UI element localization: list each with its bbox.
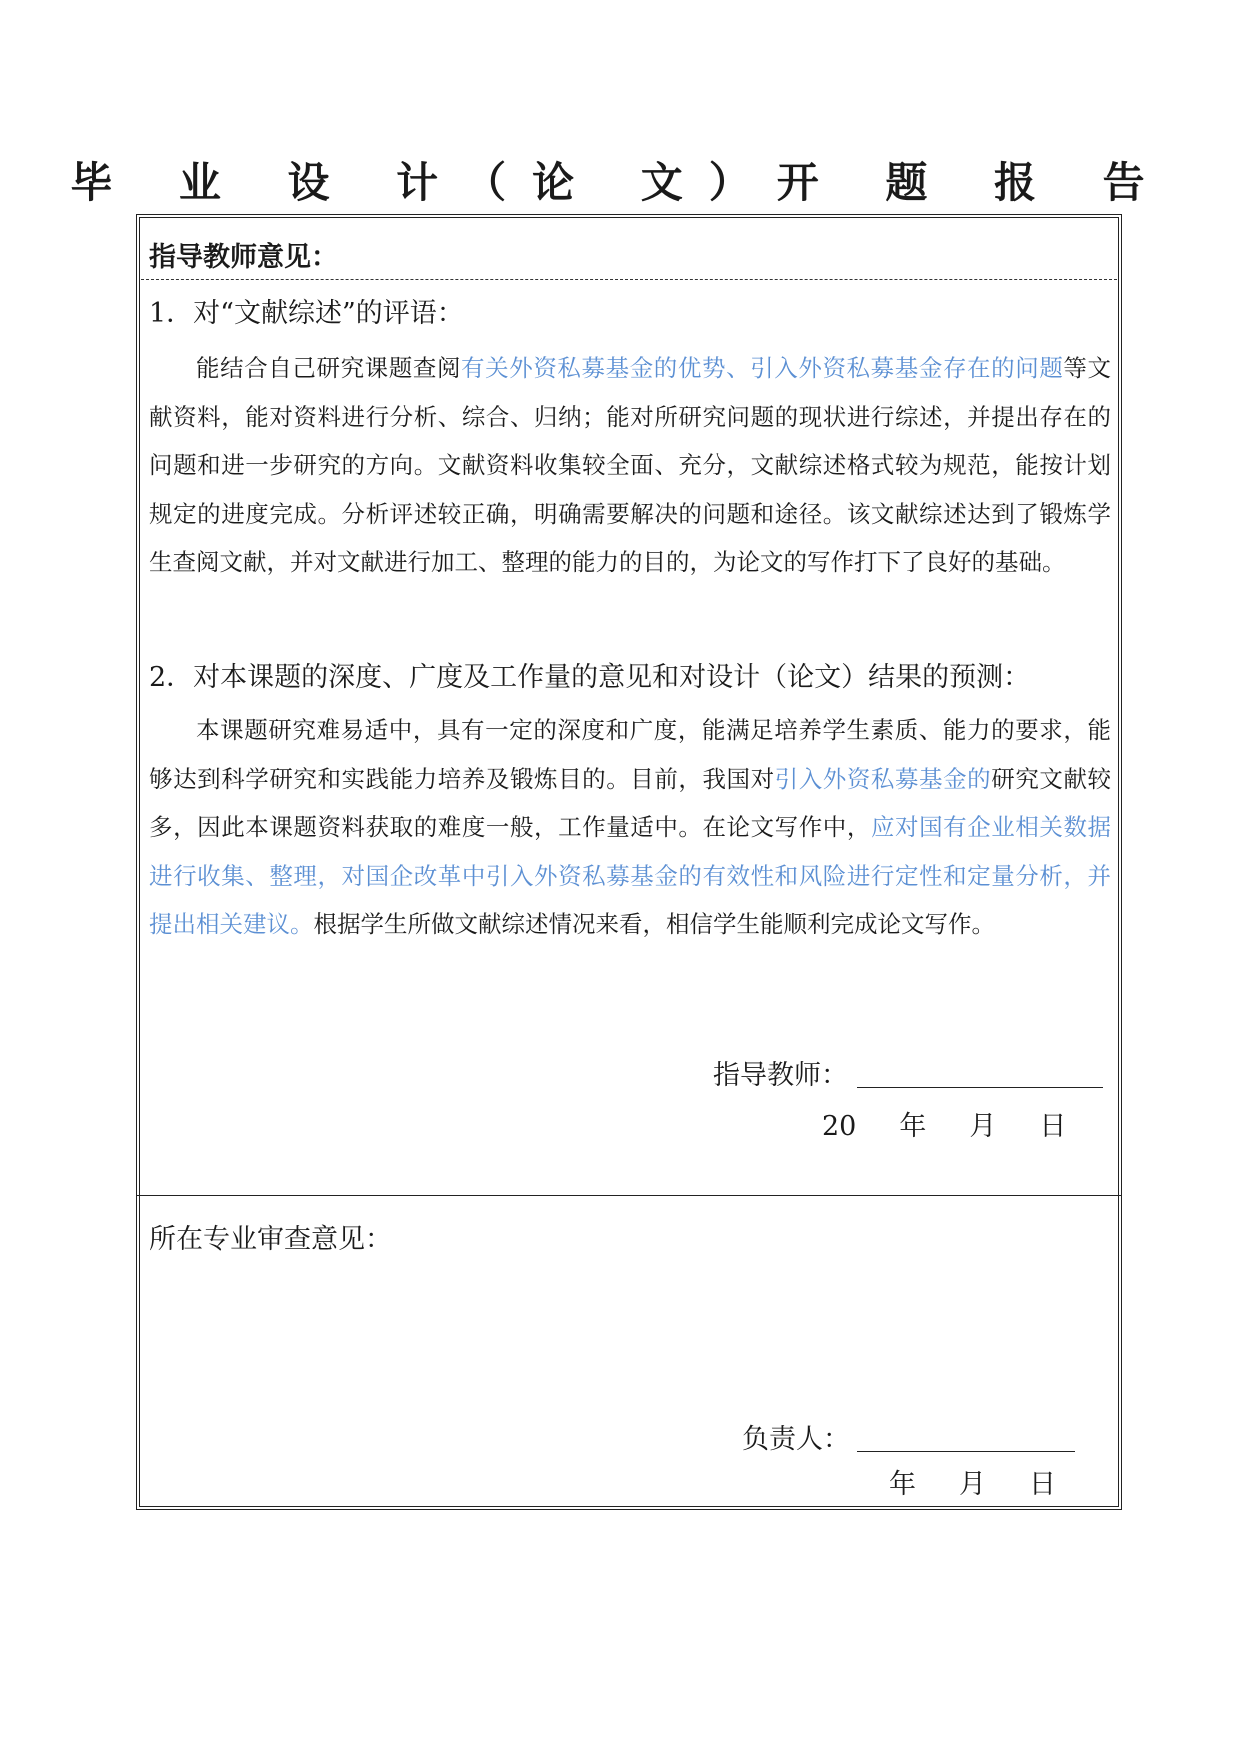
item1-title: 1．对“文献综述”的评语： xyxy=(149,298,464,329)
dashed-divider xyxy=(141,279,1117,280)
advisor-signature-label: 指导教师： xyxy=(713,1060,848,1091)
opinion-table xyxy=(136,214,1122,1510)
highlighted-text: 应对国有企业相关数据进行收集、整理，对国企改革中引入外资私募基金的有效性和风险进行定性和定量分析，并提出相关建议。 xyxy=(149,813,1112,938)
month-label: 月 xyxy=(969,1111,997,1142)
page-title: 毕 业 设 计（论 文）开 题 报 告 xyxy=(70,158,1171,207)
day-label: 日 xyxy=(1029,1469,1056,1500)
paragraph-text: 能结合自己研究课题查阅 xyxy=(196,354,462,382)
advisor-opinion-heading: 指导教师意见： xyxy=(149,242,338,273)
major-review-heading: 所在专业审查意见： xyxy=(149,1224,392,1255)
item2-title: 2．对本课题的深度、广度及工作量的意见和对设计（论文）结果的预测： xyxy=(149,662,1031,693)
year-label: 年 xyxy=(889,1469,916,1500)
paragraph-text: 根据学生所做文献综述情况来看，相信学生能顺利完成论文写作。 xyxy=(313,910,995,938)
paragraph-text: 本课题研究难易适中，具有一定的深度和广度，能满足培养学生素质、能力的要求，能够达到科学研究和实践能力培养及锻炼目的。目前，我国对 xyxy=(149,716,1111,793)
responsible-signature-label: 负责人： xyxy=(742,1424,850,1455)
major-date xyxy=(889,1462,1056,1501)
day-label: 日 xyxy=(1039,1111,1067,1142)
paragraph-text: 等文献资料，能对资料进行分析、综合、归纳；能对所研究问题的现状进行综述，并提出存在的问题和进一步研究的方向。文献资料收集较全面、充分，文献综述格式较为规范，能按计划规定的进度完成。分析评述较正确，明确需要解决的问题和途径。该文献综述达到了锻炼学生查阅文献，并对文献进行加工、整理的能力的目的，为论文的写作打下了良好的基础。 xyxy=(149,354,1112,576)
item2-comment-paragraph xyxy=(149,706,1111,949)
advisor-date xyxy=(822,1104,1066,1143)
advisor-signature-line xyxy=(857,1087,1103,1088)
highlighted-text: 有关外资私募基金的优势、引入外资私募基金存在的问题 xyxy=(461,354,1064,382)
paragraph-text: 研究文献较多，因此本课题资料获取的难度一般，工作量适中。在论文写作中， xyxy=(149,764,1112,841)
item1-comment-paragraph xyxy=(149,344,1111,587)
month-label: 月 xyxy=(959,1469,986,1500)
year-prefix: 20 xyxy=(822,1111,857,1142)
year-label: 年 xyxy=(899,1111,927,1142)
section-divider xyxy=(137,1195,1121,1196)
highlighted-text: 引入外资私募基金的 xyxy=(774,764,992,793)
responsible-signature-line xyxy=(857,1451,1075,1452)
